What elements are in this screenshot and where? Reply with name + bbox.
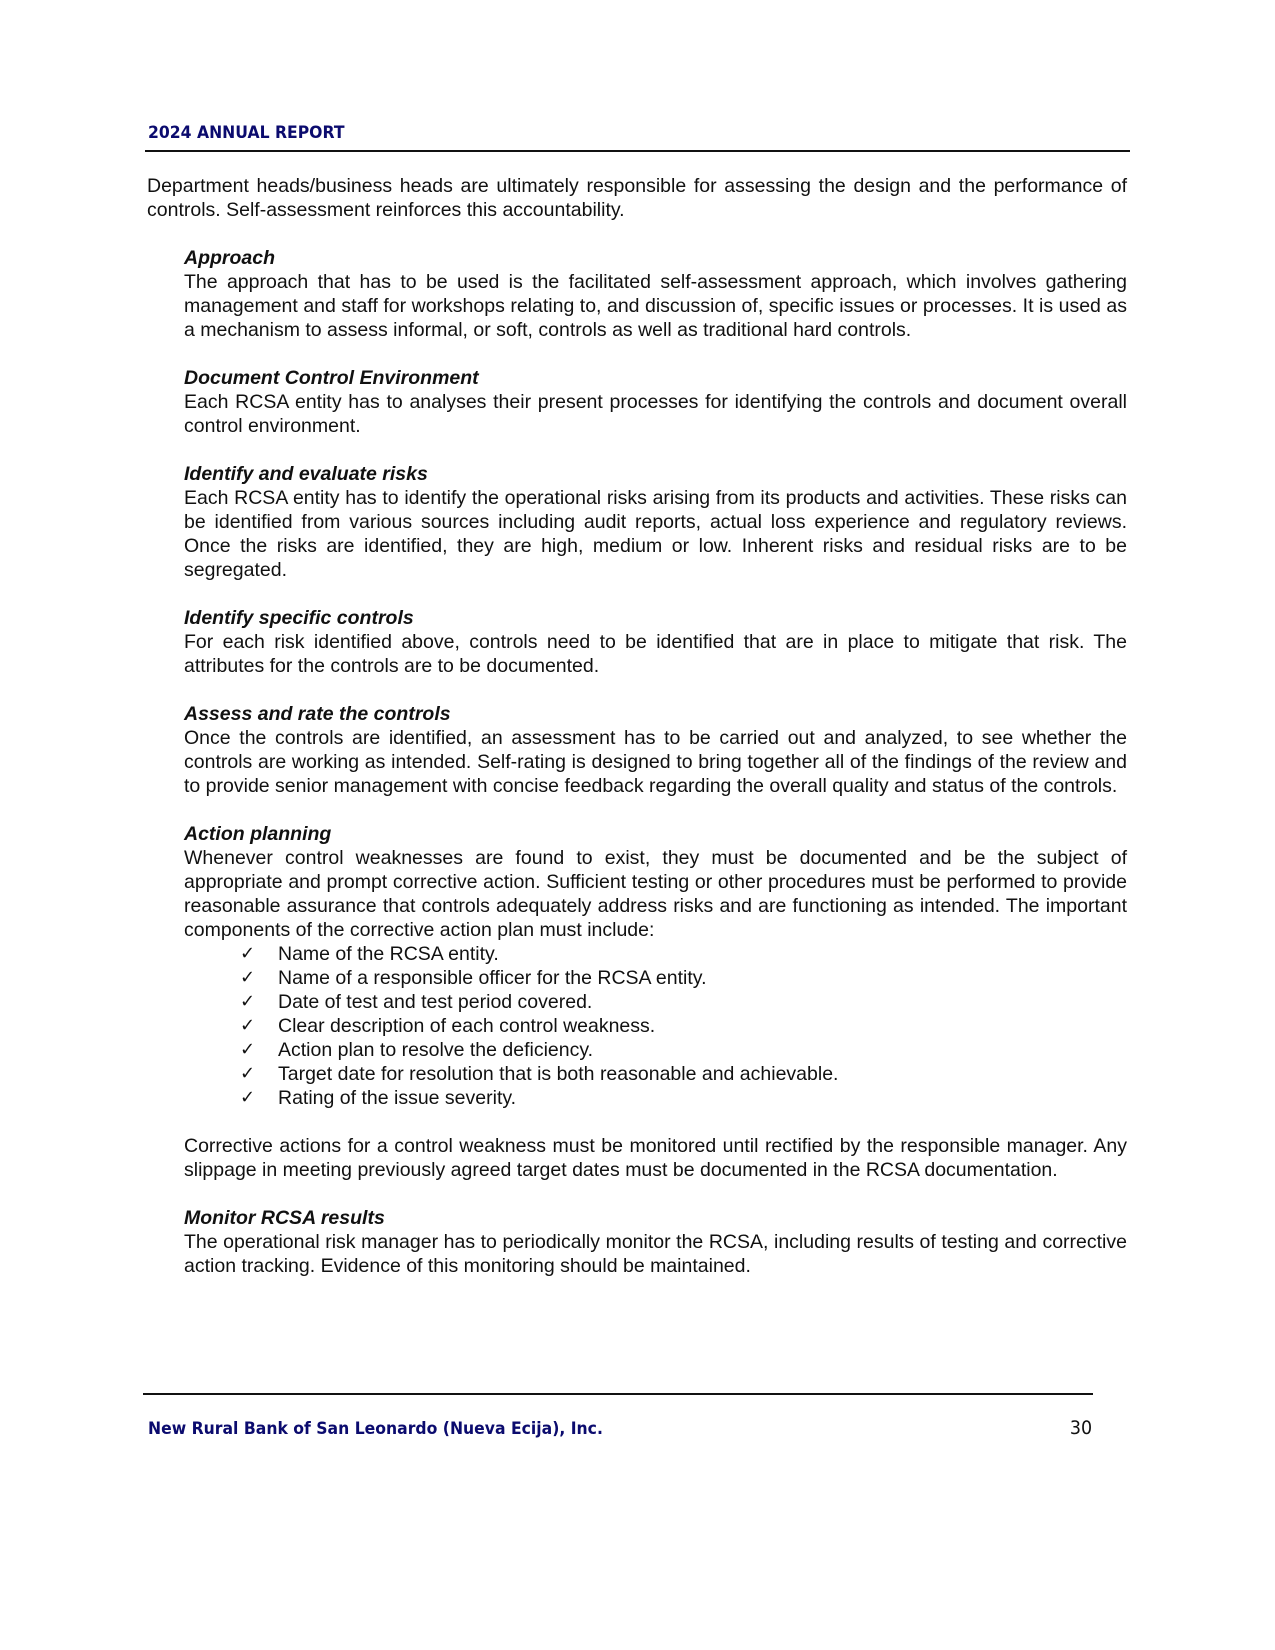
section-title: Approach xyxy=(184,247,276,269)
spacer xyxy=(147,798,1127,822)
section-monitor-rcsa-results xyxy=(184,1206,1127,1278)
section-title: Monitor RCSA results xyxy=(184,1207,385,1229)
section-assess-rate-controls xyxy=(184,702,1127,798)
checklist-item: ✓ Action plan to resolve the deficiency. xyxy=(240,1039,594,1061)
checklist-item: ✓ Clear description of each control weakness. xyxy=(240,1015,656,1037)
section-text: Once the controls are identified, an assessment has to be carried out and analyzed, to see whether the controls are working as intended. Self-rating is designed to bring together all of the findings of the review and to provide senior management with concise feedback regarding the overall quality and status of the controls. xyxy=(184,727,1127,797)
checkmark-icon: ✓ xyxy=(240,1063,256,1084)
checkmark-icon: ✓ xyxy=(240,1039,256,1060)
footer-organization-name: New Rural Bank of San Leonardo (Nueva Ecija), Inc. xyxy=(148,1419,603,1439)
checklist-item: ✓ Name of the RCSA entity. xyxy=(240,943,499,965)
spacer xyxy=(147,1110,1127,1134)
section-title: Identify specific controls xyxy=(184,607,414,629)
spacer xyxy=(147,222,1127,246)
checkmark-icon: ✓ xyxy=(240,1015,256,1036)
section-text: Whenever control weaknesses are found to exist, they must be documented and be the subject of appropriate and prompt corrective action. Sufficient testing or other procedures must be performed to provide reasonable assurance that controls adequately address risks and are functioning as intended. The important components of the corrective action plan must include: xyxy=(184,847,1127,941)
section-action-planning xyxy=(184,822,1127,942)
corrective-actions-paragraph xyxy=(184,1134,1127,1182)
checkmark-icon: ✓ xyxy=(240,967,256,988)
checklist-item: ✓ Name of a responsible officer for the RCSA entity. xyxy=(240,967,707,989)
checkmark-icon: ✓ xyxy=(240,991,256,1012)
section-approach xyxy=(184,246,1127,342)
section-identify-evaluate-risks xyxy=(184,462,1127,582)
document-body xyxy=(147,174,1127,1278)
corrective-action-checklist xyxy=(147,942,1127,1110)
section-text: Each RCSA entity has to identify the operational risks arising from its products and activities. These risks can be identified from various sources including audit reports, actual loss experience and regulatory reviews. Once the risks are identified, they are high, medium or low. Inherent risks and residual risks are to be segregated. xyxy=(184,487,1127,581)
footer-divider xyxy=(143,1393,1093,1395)
section-text: The operational risk manager has to periodically monitor the RCSA, including results of testing and corrective action tracking. Evidence of this monitoring should be maintained. xyxy=(184,1231,1127,1277)
intro-paragraph: Department heads/business heads are ultimately responsible for assessing the design and the performance of controls. Self-assessment reinforces this accountability. xyxy=(147,175,1127,221)
spacer xyxy=(147,342,1127,366)
checklist-item: ✓ Target date for resolution that is both reasonable and achievable. xyxy=(240,1063,839,1085)
section-text: For each risk identified above, controls need to be identified that are in place to mitigate that risk. The attributes for the controls are to be documented. xyxy=(184,631,1127,677)
header-divider xyxy=(145,150,1130,152)
page-number: 30 xyxy=(1069,1417,1092,1439)
checklist-item: ✓ Date of test and test period covered. xyxy=(240,991,593,1013)
checklist-item: ✓ Rating of the issue severity. xyxy=(240,1087,517,1109)
spacer xyxy=(147,1182,1127,1206)
spacer xyxy=(147,438,1127,462)
checkmark-icon: ✓ xyxy=(240,943,256,964)
section-document-control-environment xyxy=(184,366,1127,438)
section-title: Document Control Environment xyxy=(184,367,479,389)
spacer xyxy=(147,582,1127,606)
section-text: The approach that has to be used is the facilitated self-assessment approach, which involves gathering management and staff for workshops relating to, and discussion of, specific issues or processes. It is used as a mechanism to assess informal, or soft, controls as well as traditional hard controls. xyxy=(184,271,1127,341)
section-text: Corrective actions for a control weakness must be monitored until rectified by the responsible manager. Any slippage in meeting previously agreed target dates must be documented in the RCSA documentation. xyxy=(184,1135,1127,1181)
spacer xyxy=(147,678,1127,702)
report-header-title: 2024 ANNUAL REPORT xyxy=(148,123,345,143)
checkmark-icon: ✓ xyxy=(240,1087,256,1108)
section-text: Each RCSA entity has to analyses their present processes for identifying the controls and document overall control environment. xyxy=(184,391,1127,437)
section-title: Assess and rate the controls xyxy=(184,703,451,725)
section-title: Action planning xyxy=(184,823,332,845)
section-title: Identify and evaluate risks xyxy=(184,463,428,485)
section-identify-specific-controls xyxy=(184,606,1127,678)
